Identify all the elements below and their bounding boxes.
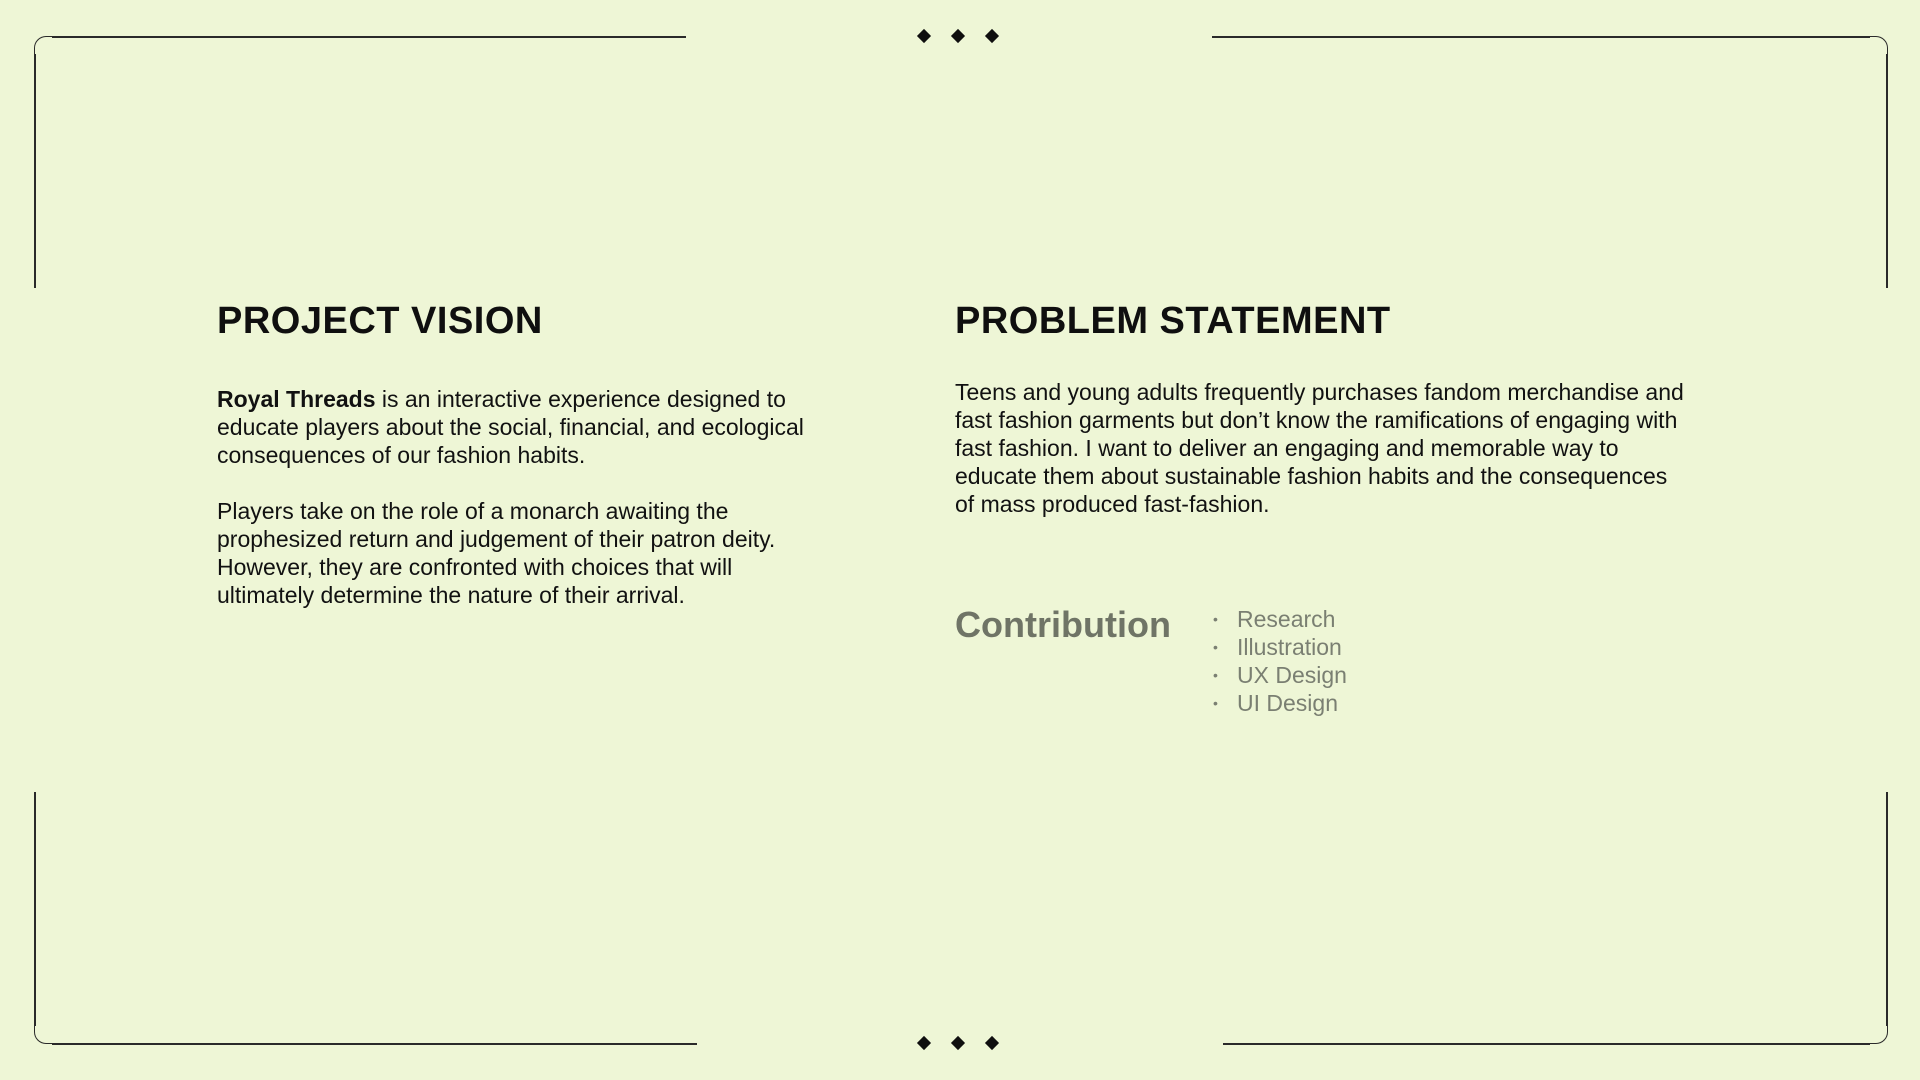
- frame-corner-top-left: [34, 36, 52, 54]
- frame-bottom-left-line: [52, 1043, 697, 1045]
- problem-statement-heading: PROBLEM STATEMENT: [955, 300, 1391, 342]
- contribution-title: Contribution: [955, 604, 1171, 645]
- contribution-item-ux-design: UX Design: [1237, 662, 1347, 688]
- frame-right-upper-line: [1886, 54, 1888, 288]
- contribution-item-ui-design: UI Design: [1237, 690, 1338, 716]
- project-vision-intro-text: is an interactive experience designed to educate players about the social, financial, and ecological consequences of our fashion habits.: [217, 386, 804, 468]
- project-name: Royal Threads: [217, 386, 376, 412]
- list-item: [1213, 605, 1347, 633]
- diamond-icon: [917, 29, 931, 43]
- diamond-icon: [951, 1036, 965, 1050]
- contribution-item-illustration: Illustration: [1237, 634, 1342, 660]
- diamond-icon: [985, 1036, 999, 1050]
- contribution-item-research: Research: [1237, 606, 1336, 632]
- bullet-icon: •: [1213, 639, 1218, 655]
- project-vision-heading: PROJECT VISION: [217, 300, 543, 342]
- top-diamond-ornament: [919, 31, 997, 41]
- project-vision-intro: [217, 385, 817, 469]
- list-item: [1213, 661, 1347, 689]
- bottom-diamond-ornament: [919, 1038, 997, 1048]
- project-vision-paragraph-2: Players take on the role of a monarch awaiting the prophesized return and judgement of their patron deity. However, they are confronted with choices that will ultimately determine the nature of their arrival.: [217, 498, 776, 608]
- diamond-icon: [951, 29, 965, 43]
- frame-top-right-line: [1212, 36, 1870, 38]
- problem-statement-body: Teens and young adults frequently purchases fandom merchandise and fast fashion garments but don’t know the ramifications of engaging with fast fashion. I want to deliver an engaging and memorable way to educate them about sustainable fashion habits and the consequences of mass produced fast-fashion.: [955, 379, 1684, 517]
- frame-left-upper-line: [34, 54, 36, 288]
- frame-left-lower-line: [34, 792, 36, 1026]
- bullet-icon: •: [1213, 667, 1218, 683]
- frame-right-lower-line: [1886, 792, 1888, 1026]
- diamond-icon: [985, 29, 999, 43]
- bullet-icon: •: [1213, 611, 1218, 627]
- bullet-icon: •: [1213, 695, 1218, 711]
- contribution-list: [1213, 605, 1347, 717]
- list-item: [1213, 633, 1347, 661]
- diamond-icon: [917, 1036, 931, 1050]
- frame-bottom-right-line: [1223, 1043, 1870, 1045]
- list-item: [1213, 689, 1347, 717]
- frame-top-left-line: [52, 36, 686, 38]
